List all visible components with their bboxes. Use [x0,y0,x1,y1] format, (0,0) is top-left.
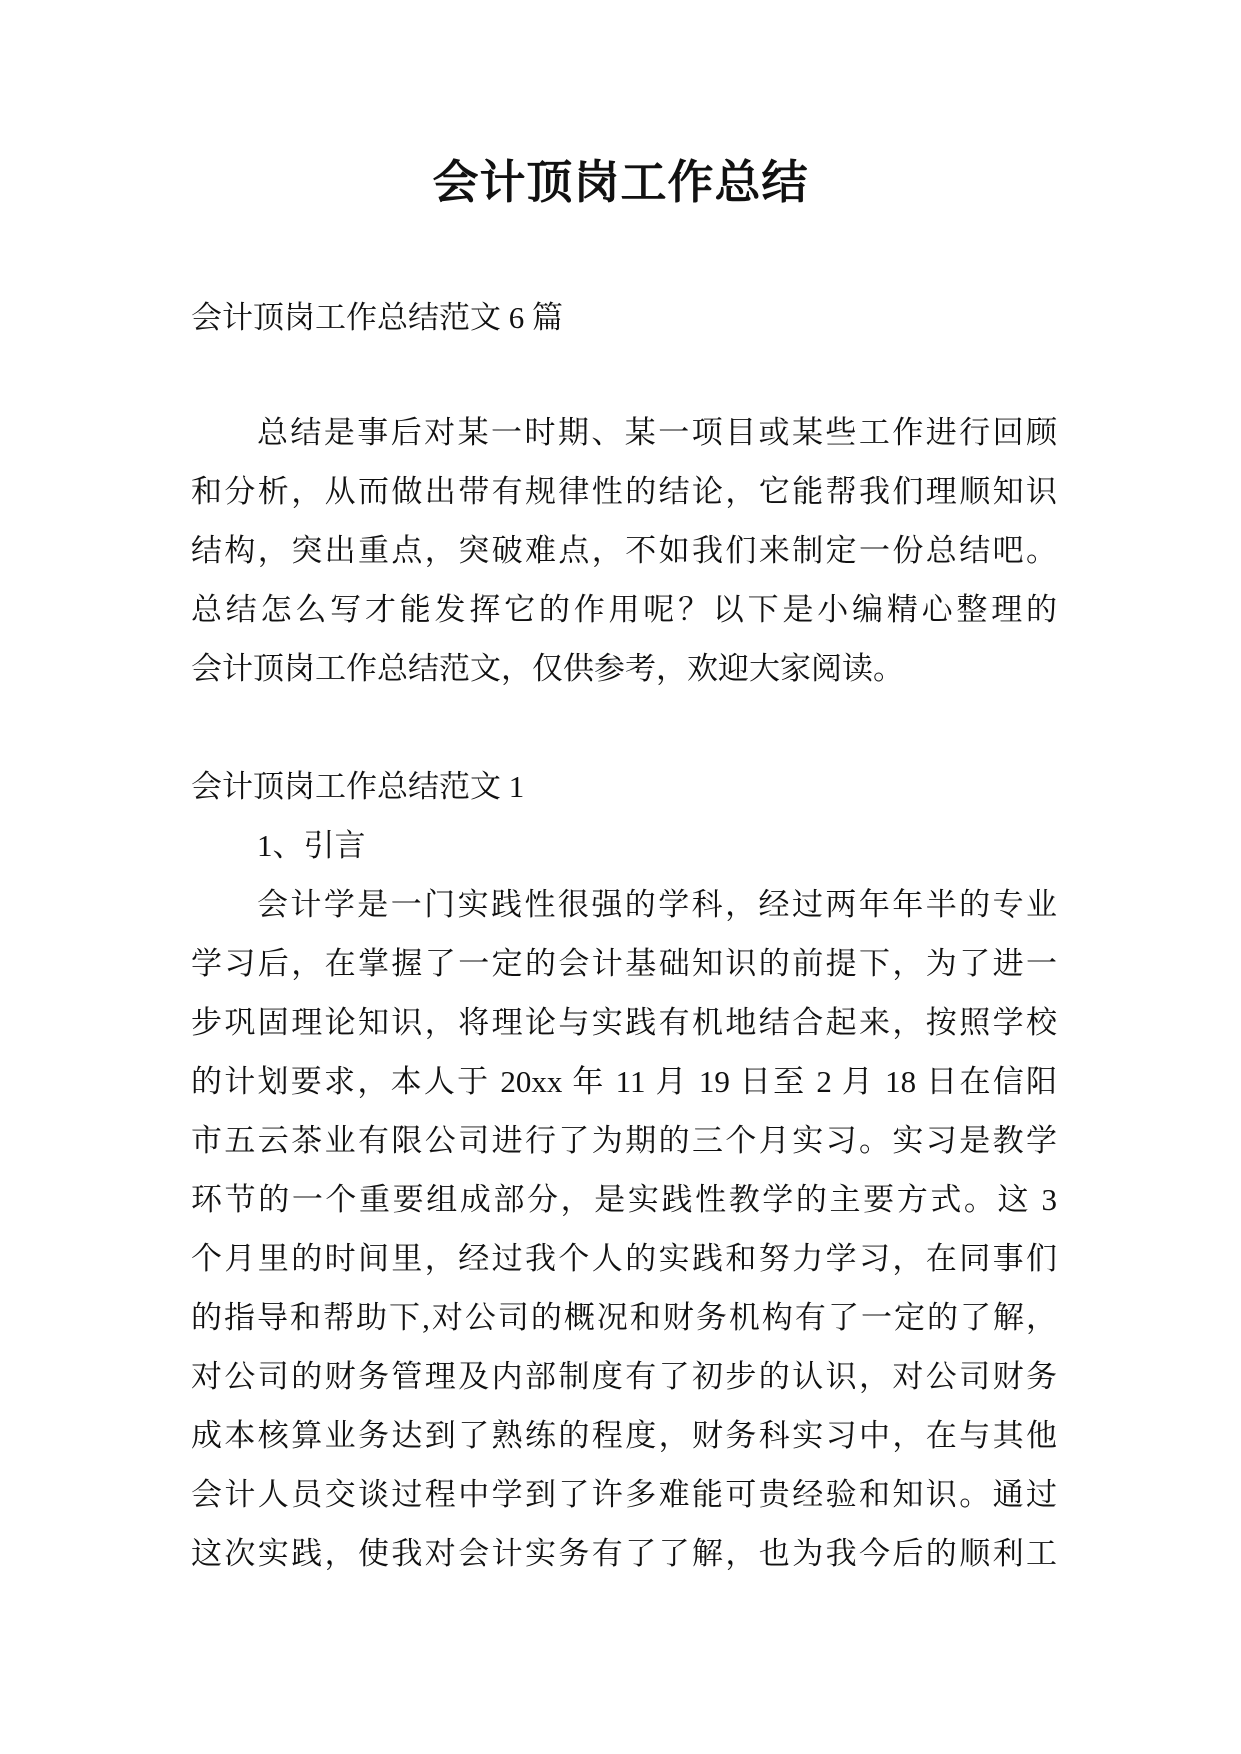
body-line: 市五云茶业有限公司进行了为期的三个月实习。实习是教学 [191,1123,1057,1158]
section-1 [191,757,1057,1583]
body-line: 的计划要求，本人于 20xx 年 11 月 19 日至 2 月 18 日在信阳 [191,1064,1057,1099]
body-line: 个月里的时间里，经过我个人的实践和努力学习，在同事们 [191,1241,1057,1276]
intro-line: 总结是事后对某一时期、某一项目或某些工作进行回顾 [257,415,1057,450]
body-line: 步巩固理论知识，将理论与实践有机地结合起来，按照学校 [191,1005,1057,1040]
body-line: 学习后，在掌握了一定的会计基础知识的前提下，为了进一 [191,946,1057,981]
body-line: 这次实践，使我对会计实务有了了解，也为我今后的顺利工 [191,1536,1057,1571]
document-title: 会计顶岗工作总结 [432,157,809,208]
body-line: 环节的一个重要组成部分，是实践性教学的主要方式。这 3 [191,1182,1057,1217]
body-line: 对公司的财务管理及内部制度有了初步的认识，对公司财务 [191,1359,1057,1394]
document-body [191,288,1057,1583]
section-heading: 会计顶岗工作总结范文 1 [191,769,525,804]
body-line: 的指导和帮助下,对公司的概况和财务机构有了一定的了解， [191,1300,1057,1335]
intro-line: 和分析，从而做出带有规律性的结论，它能帮我们理顺知识 [191,474,1057,509]
intro-line: 会计顶岗工作总结范文，仅供参考，欢迎大家阅读。 [191,651,904,686]
document-subtitle: 会计顶岗工作总结范文 6 篇 [191,300,563,335]
body-line: 会计学是一门实践性很强的学科，经过两年年半的专业 [257,887,1057,922]
body-line: 会计人员交谈过程中学到了许多难能可贵经验和知识。通过 [191,1477,1057,1512]
intro-line: 结构，突出重点，突破难点，不如我们来制定一份总结吧。 [191,533,1057,568]
section-paragraph [191,875,1057,1583]
section-subheading: 1、引言 [257,828,366,863]
body-line: 成本核算业务达到了熟练的程度，财务科实习中，在与其他 [191,1418,1057,1453]
intro-line: 总结怎么写才能发挥它的作用呢？以下是小编精心整理的 [191,592,1057,627]
intro-paragraph [191,403,1057,698]
